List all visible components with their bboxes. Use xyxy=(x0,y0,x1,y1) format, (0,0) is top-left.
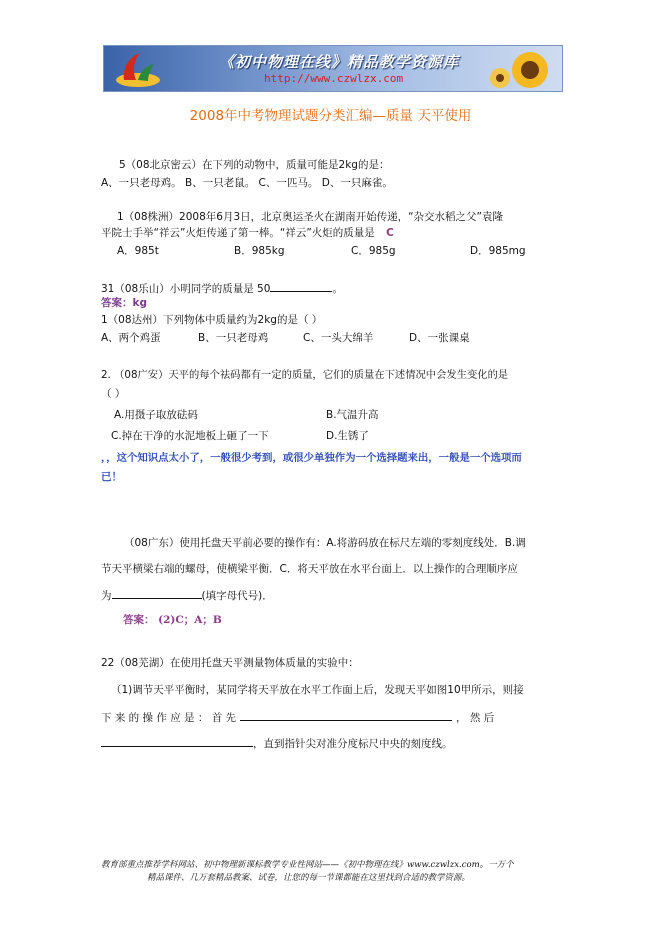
q6-line3 xyxy=(101,587,273,603)
q2-option-b: B．985kg xyxy=(234,245,285,257)
q3-blank xyxy=(270,280,332,292)
site-logo-icon xyxy=(114,50,162,88)
q4-option-c: C、一头大绵羊 xyxy=(303,332,374,344)
q5-comment-line1: ，，这个知识点太小了，一般很少考到，或很少单独作为一个选择题来出，一般是一个选项而 xyxy=(101,452,522,464)
q7-line3 xyxy=(101,735,453,751)
banner-title: 《初中物理在线》精品教学资源库 xyxy=(219,53,460,71)
q5-option-d: D.生锈了 xyxy=(326,430,369,442)
q7-line2-end: ， 然 后 xyxy=(456,712,495,724)
q5-option-a: A.用摄子取放砝码 xyxy=(114,409,198,421)
header-banner xyxy=(103,45,563,92)
q3-stem xyxy=(101,280,343,296)
q2-line2 xyxy=(101,226,394,240)
q7-line2-text: 下 来 的 操 作 应 是 ： 首 先 xyxy=(101,712,237,724)
q2-line2-text: 平院士手举“祥云”火炬传递了第一棒。“祥云”火炬的质量是 xyxy=(101,227,375,239)
sunflower-icon xyxy=(486,48,556,90)
q1-options: A、一只老母鸡。 B、一只老鼠。 C、一匹马。 D、一只麻雀。 xyxy=(101,177,393,189)
q7-blank-2 xyxy=(101,735,253,747)
q6-line3-end: (填字母代号)． xyxy=(201,590,273,602)
footer-line1: 教育部重点推荐学科网站、初中物理新课标教学专业性网站——《初中物理在线》www.czwlzx.com。一万个 xyxy=(101,860,514,870)
q7-line3-text: ，直到指针尖对准分度标尺中央的刻度线。 xyxy=(253,738,453,750)
q4-stem: 1（08达州）下列物体中质量约为2kg的是（ ） xyxy=(101,314,323,326)
banner-url[interactable]: http://www.czwlzx.com xyxy=(264,72,404,85)
q7-stem: 22（08芜湖）在使用托盘天平测量物体质量的实验中： xyxy=(101,657,359,669)
q3-stem-end: 。 xyxy=(332,283,343,295)
q5-line1: 2. （08广安）天平的每个祛码都有一定的质量，它们的质量在下述情况中会发生变化的是 xyxy=(101,369,509,381)
q6-line1: （08广东）使用托盘天平前必要的操作有：A.将游码放在标尺左端的零刻度线处．B.调 xyxy=(124,537,526,549)
q2-answer: C xyxy=(386,227,394,239)
q5-option-b: B.气温升高 xyxy=(326,409,379,421)
q4-option-a: A、两个鸡蛋 xyxy=(101,332,161,344)
footer-line2: 精品课件、几万套精品教案、试卷，让您的每一节课都能在这里找到合适的教学资源。 xyxy=(147,873,471,883)
q5-option-c: C.掉在干净的水泥地板上砸了一下 xyxy=(111,430,269,442)
q5-comment-line2: 已！ xyxy=(101,471,122,483)
q7-blank-1 xyxy=(240,709,452,721)
q3-stem-text: 31（08乐山）小明同学的质量是 50 xyxy=(101,283,271,295)
q2-option-d: D．985mg xyxy=(470,245,526,257)
q4-option-d: D、一张课桌 xyxy=(409,332,470,344)
q6-answer: 答案： (2)C；A；B xyxy=(123,614,222,626)
q2-line1: 1（08株洲）2008年6月3日，北京奥运圣火在湖南开始传递，“杂交水稻之父”袁隆 xyxy=(117,211,504,223)
q7-line1: （1)调节天平平衡时，某同学将天平放在水平工作面上后，发现天平如图10甲所示，则接 xyxy=(111,684,524,696)
q6-line2: 节天平横梁右端的螺母，使横梁平衡．C．将天平放在水平台面上．以上操作的合理顺序应 xyxy=(101,563,518,575)
q4-option-b: B、一只老母鸡 xyxy=(198,332,269,344)
q7-line2 xyxy=(101,709,494,725)
q6-blank xyxy=(112,587,202,599)
q2-option-a: A．985t xyxy=(117,245,159,257)
q2-option-c: C．985g xyxy=(351,245,396,257)
q3-answer: 答案：kg xyxy=(101,297,147,309)
q1-stem: 5（08北京密云）在下列的动物中，质量可能是2kg的是： xyxy=(119,159,390,171)
q5-line2: （ ） xyxy=(101,388,126,400)
q6-line3-text: 为 xyxy=(101,590,112,602)
page-title: 2008年中考物理试题分类汇编—质量 天平使用 xyxy=(189,108,472,124)
